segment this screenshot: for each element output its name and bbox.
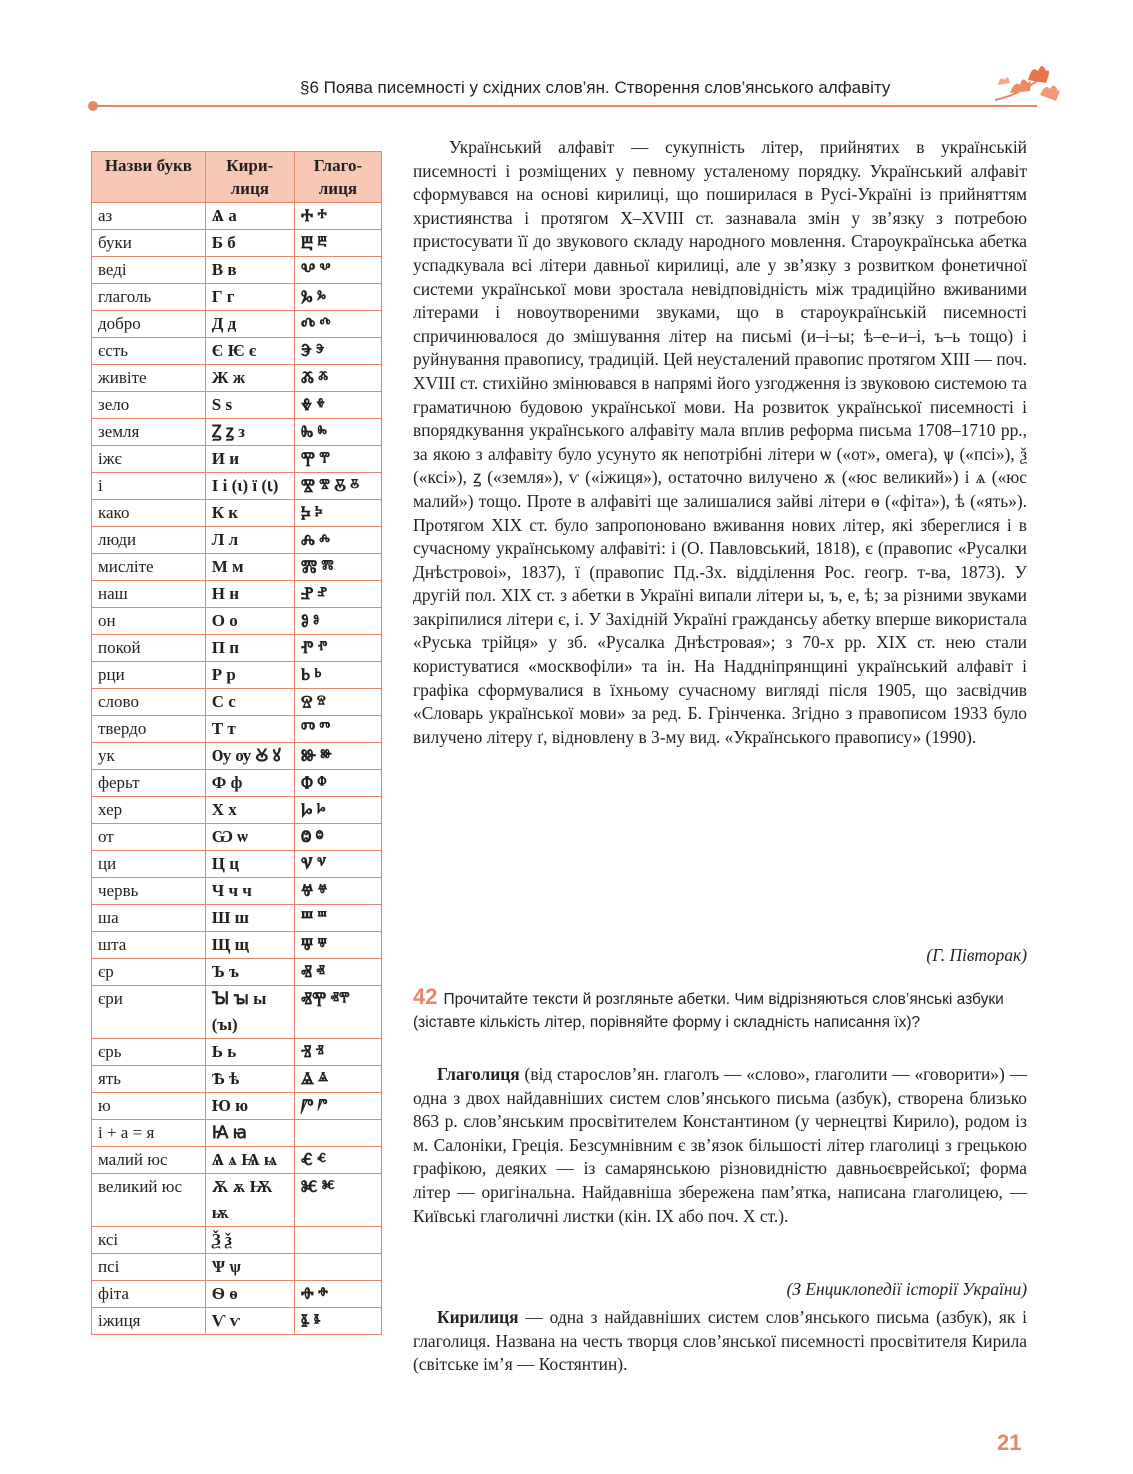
glagolitic-cell: Ⰺ ⰺ Ⰻ ⰻ: [294, 473, 381, 500]
table-row: [92, 203, 382, 230]
glagolitic-cell: Ⱂ ⱂ: [294, 635, 381, 662]
cyrillic-paragraph: [413, 1306, 1027, 1377]
glagolitic-cell: Ⱅ ⱅ: [294, 716, 381, 743]
glagolitic-cell: Ⰸ ⰸ: [294, 419, 381, 446]
table-row: [92, 878, 382, 905]
flower-ornament-icon: [990, 55, 1070, 115]
glagolitic-cell: [294, 1120, 381, 1147]
table-row: [92, 554, 382, 581]
table-row: [92, 527, 382, 554]
letter-name-cell: слово: [92, 689, 206, 716]
exercise-text: Прочитайте тексти й розгляньте абетки. Чим відрізняються слов’янські азбуки (зіставте кількість літер, порівняйте форму і складність написання їх)?: [413, 991, 1004, 1031]
cyrillic-cell: Ч ч ч: [205, 878, 294, 905]
table-row: [92, 797, 382, 824]
cyrillic-cell: Ꙗ ꙗ: [205, 1120, 294, 1147]
table-row: [92, 392, 382, 419]
table-row: [92, 1254, 382, 1281]
glagolitic-cell: Ⰷ ⰷ: [294, 392, 381, 419]
letter-name-cell: єсть: [92, 338, 206, 365]
table-row: [92, 1174, 382, 1227]
cyrillic-cell: Ю ю: [205, 1093, 294, 1120]
cyrillic-cell: Ъ ъ: [205, 959, 294, 986]
cyrillic-cell: Ѹ ѹ Ꙋ ꙋ: [205, 743, 294, 770]
table-row: [92, 1039, 382, 1066]
glagolitic-cell: Ⱇ ⱇ: [294, 770, 381, 797]
glagolitic-paragraph: [413, 1063, 1027, 1228]
letter-name-cell: глаголь: [92, 284, 206, 311]
attribution-encyclopedia: (З Енциклопедії історії України): [786, 1279, 1027, 1299]
table-row: [92, 1308, 382, 1335]
cyrillic-cell: Б б: [205, 230, 294, 257]
letter-name-cell: покой: [92, 635, 206, 662]
glagolitic-cell: Ⰶ ⰶ: [294, 365, 381, 392]
letter-name-cell: ци: [92, 851, 206, 878]
exercise-block: [413, 985, 1027, 1034]
cyrillic-cell: Ꙁ ꙁ з: [205, 419, 294, 446]
table-row: [92, 743, 382, 770]
glagolitic-cell: Ⱏ ⱏ: [294, 959, 381, 986]
cyrillic-cell: Т т: [205, 716, 294, 743]
cyrillic-cell: Ѧ ѧ Ѩ ѩ: [205, 1147, 294, 1174]
cyrillic-cell: Ф ф: [205, 770, 294, 797]
cyrillic-cell: Ѳ ѳ: [205, 1281, 294, 1308]
table-row: [92, 635, 382, 662]
glagolitic-cell: [294, 1254, 381, 1281]
table-row: [92, 257, 382, 284]
letter-name-cell: живіте: [92, 365, 206, 392]
glagolitic-cell: Ⱍ ⱍ: [294, 878, 381, 905]
table-row: [92, 689, 382, 716]
glagolitic-cell: Ⱚ ⱚ: [294, 1281, 381, 1308]
main-paragraph: Український алфавіт — сукупність літер, прийнятих в українській писемності і розміщених у певному усталеному порядку. Український алфавіт сформувався на основі кирилиці, що поширилася в Русі-Україні із прийняттям християнства і протягом X–XVIII ст. зазнавала змін у зв’язку з потребою пристосувати її до звукового складу народного мовлення. Староукраїнська абетка успадкувала всі літери давньої кирилиці, але у зв’язку з розвитком фонетичної системи української мови зростала невідповідність між традиційно вживаними літерами і новоутвореними звуками, що в староукраїнській писемності спричинювалося до змішування літер на письмі (и–і–ы; ѣ–е–и–і, ъ–ь тощо) і руйнування правопису, традицій. Цей неусталений правопис протягом XIII — поч. XVIII ст. стихійно змінювався в напрямі його узгодження із звуковою системою та граматичною будовою української мови. На розвиток української писемності і впорядкування українського алфавіту мала вплив реформа письма 1708–1710 рр., за якою з алфавіту було усунуто як непотрібні літери ѡ («от», омега), ѱ («псі»), ѯ («ксі»), ꙁ («земля»), ѵ («іжиця»), остаточно вилучено ѫ («юс великий») і ѧ («юс малий») тощо. Проте в алфавіті ще залишалися зайві літери ѳ («фіта»), ѣ («ять»). Протягом XIX ст. було запропоновано вживання нових літер, які збереглися і в сучасному українському алфавіті: і (О. Павловський, 1818), є (правопис «Русалки Днѣстровоі», 1837), ї (правопис Пд.-Зх. відділення Рос. геогр. т-ва, 1873). У другій пол. XIX ст. з абетки в Україні випали літери ы, ъ, е, ѣ; за різними звуками закріпилися літери є, і. У Західній Україні граждансьу абетку вперше використала «Руська трійця» у зб. «Русалка Днѣстровая»; з 70-х рр. XIX ст. нею стали користуватися «москвофіли» та ін. На Наддніпрянщині український алфавіт і графіка сформувалися в їхньому сучасному вигляді після 1905, що засвідчив «Словарь української мови» за ред. Б. Грінченка. Згідно з правописом 1933 було вилучено літеру ґ, відновлену в 3-му вид. «Українського правопису» (1990).: [413, 137, 1027, 747]
table-row: [92, 446, 382, 473]
glagolitic-cell: Ⱘ ⱘ: [294, 1174, 381, 1227]
table-row: [92, 1066, 382, 1093]
cyrillic-cell: Ѡ ѡ: [205, 824, 294, 851]
header-glagolitic: Глаго-лиця: [294, 152, 381, 203]
table-header-row: [92, 152, 382, 203]
cyrillic-cell: Ж ж: [205, 365, 294, 392]
letter-name-cell: іжиця: [92, 1308, 206, 1335]
cyrillic-cell: И и: [205, 446, 294, 473]
glagolitic-cell: Ⰰ ⰰ: [294, 203, 381, 230]
glagolitic-cell: Ⰿ ⰿ: [294, 554, 381, 581]
table-row: [92, 662, 382, 689]
cyrillic-cell: Л л: [205, 527, 294, 554]
letter-name-cell: земля: [92, 419, 206, 446]
glagolitic-cell: Ⱃ ⱃ: [294, 662, 381, 689]
glagolitic-cell: Ⰱ ⰱ: [294, 230, 381, 257]
letter-name-cell: аз: [92, 203, 206, 230]
page-number: 21: [997, 1430, 1022, 1455]
table-row: [92, 500, 382, 527]
glagolitic-cell: [294, 1227, 381, 1254]
cyrillic-cell: Х х: [205, 797, 294, 824]
letter-name-cell: хер: [92, 797, 206, 824]
table-row: [92, 932, 382, 959]
cyrillic-cell: М м: [205, 554, 294, 581]
header-names: Назви букв: [92, 152, 206, 203]
table-row: [92, 1093, 382, 1120]
cyrillic-cell: Н н: [205, 581, 294, 608]
letter-name-cell: ша: [92, 905, 206, 932]
table-row: [92, 581, 382, 608]
glagolitic-term: Глаголиця: [437, 1064, 520, 1084]
cyrillic-cell: Щ щ: [205, 932, 294, 959]
alphabet-table: [91, 151, 382, 1335]
cyrillic-cell: Д д: [205, 311, 294, 338]
letter-name-cell: буки: [92, 230, 206, 257]
table-row: [92, 1281, 382, 1308]
cyrillic-cell: Ѱ ѱ: [205, 1254, 294, 1281]
letter-name-cell: како: [92, 500, 206, 527]
letter-name-cell: от: [92, 824, 206, 851]
glagolitic-cell: Ⱔ ⱔ: [294, 1147, 381, 1174]
header-cyrillic: Кири-лиця: [205, 152, 294, 203]
glagolitic-cell: Ⰹ ⰹ: [294, 446, 381, 473]
table-row: [92, 986, 382, 1039]
table-row: [92, 419, 382, 446]
cyrillic-cell: Ѫ ѫ Ѭ ѭ: [205, 1174, 294, 1227]
letter-name-cell: псі: [92, 1254, 206, 1281]
letter-name-cell: шта: [92, 932, 206, 959]
cyrillic-cell: О о: [205, 608, 294, 635]
cyrillic-cell: Ꙑ ꙑ ы (ъı): [205, 986, 294, 1039]
letter-name-cell: рци: [92, 662, 206, 689]
letter-name-cell: ук: [92, 743, 206, 770]
table-row: [92, 311, 382, 338]
letter-name-cell: ферьт: [92, 770, 206, 797]
letter-name-cell: добро: [92, 311, 206, 338]
glagolitic-text: (від старослов’ян. глаголъ — «слово», глаголити — «говорити») — одна з двох найдавніших систем слов’янського письма (азбук), створена близько 863 р. слов’янським просвітителем Константином (у чернецтві Кирило), родом із м. Салоніки, Греція. Безсумнівним є зв’язок більшості літер глаголиці з грецькою графікою, деяких — із самарянською різновидністю давньоєврейської; форма літер — оригінальна. Найдавніша збережена пам’ятка, написана глаголицею, — Київські глаголичні листки (кін. IX або поч. X ст.).: [413, 1064, 1027, 1226]
header-rule: [92, 105, 1037, 107]
cyrillic-text: — одна з найдавніших систем слов’янського письма (азбук), як і глаголиця. Названа на честь творця слов’янської писемності просвітителя Кирила (світське ім’я — Костянтин).: [413, 1307, 1027, 1375]
glagolitic-cell: Ⱛ ⱛ: [294, 1308, 381, 1335]
table-row: [92, 824, 382, 851]
letter-name-cell: єри: [92, 986, 206, 1039]
cyrillic-term: Кирилиця: [437, 1307, 519, 1327]
letter-name-cell: ксі: [92, 1227, 206, 1254]
glagolitic-cell: Ⰽ ⰽ: [294, 500, 381, 527]
letter-name-cell: ять: [92, 1066, 206, 1093]
glagolitic-cell: Ⱈ ⱈ: [294, 797, 381, 824]
glagolitic-cell: Ⱉ ⱉ: [294, 824, 381, 851]
table-row: [92, 905, 382, 932]
table-row: [92, 1227, 382, 1254]
glagolitic-cell: Ⱄ ⱄ: [294, 689, 381, 716]
table-row: [92, 1120, 382, 1147]
cyrillic-cell: Ь ь: [205, 1039, 294, 1066]
glagolitic-cell: Ⰾ ⰾ: [294, 527, 381, 554]
glagolitic-cell: Ⰵ ⰵ: [294, 338, 381, 365]
glagolitic-cell: Ⱌ ⱌ: [294, 851, 381, 878]
glagolitic-cell: ⰟⰉ ⱏⰹ: [294, 986, 381, 1039]
cyrillic-cell: К к: [205, 500, 294, 527]
letter-name-cell: наш: [92, 581, 206, 608]
letter-name-cell: єрь: [92, 1039, 206, 1066]
cyrillic-cell: В в: [205, 257, 294, 284]
cyrillic-cell: Р р: [205, 662, 294, 689]
letter-name-cell: ю: [92, 1093, 206, 1120]
letter-name-cell: єр: [92, 959, 206, 986]
table-row: [92, 716, 382, 743]
letter-name-cell: фіта: [92, 1281, 206, 1308]
letter-name-cell: іжє: [92, 446, 206, 473]
letter-name-cell: люди: [92, 527, 206, 554]
glagolitic-cell: Ⰳ ⰳ: [294, 284, 381, 311]
cyrillic-cell: І і (ι) ї (ꙇ): [205, 473, 294, 500]
letter-name-cell: і: [92, 473, 206, 500]
table-row: [92, 851, 382, 878]
letter-name-cell: он: [92, 608, 206, 635]
letter-name-cell: твердо: [92, 716, 206, 743]
glagolitic-cell: Ⱎ ⱎ: [294, 905, 381, 932]
glagolitic-cell: Ⱐ ⱐ: [294, 1039, 381, 1066]
table-row: [92, 959, 382, 986]
letter-name-cell: зело: [92, 392, 206, 419]
cyrillic-cell: Г г: [205, 284, 294, 311]
table-row: [92, 608, 382, 635]
cyrillic-cell: Ѕ ѕ: [205, 392, 294, 419]
glagolitic-cell: Ⰲ ⰲ: [294, 257, 381, 284]
letter-name-cell: мисліте: [92, 554, 206, 581]
cyrillic-cell: Є Ѥ є: [205, 338, 294, 365]
cyrillic-cell: Ѣ ѣ: [205, 1066, 294, 1093]
cyrillic-cell: С с: [205, 689, 294, 716]
cyrillic-cell: Ш ш: [205, 905, 294, 932]
glagolitic-cell: Ⰴ ⰴ: [294, 311, 381, 338]
letter-name-cell: і + а = я: [92, 1120, 206, 1147]
table-row: [92, 365, 382, 392]
glagolitic-cell: Ⱆ ⱆ: [294, 743, 381, 770]
glagolitic-cell: Ⱋ ⱋ: [294, 932, 381, 959]
attribution-pivtorak: (Г. Півторак): [926, 945, 1027, 965]
cyrillic-cell: Ѧ а: [205, 203, 294, 230]
cyrillic-cell: Ѵ ѵ: [205, 1308, 294, 1335]
section-header: §6 Поява писемності у східних слов’ян. Створення слов’янського алфавіту: [300, 78, 891, 97]
cyrillic-cell: П п: [205, 635, 294, 662]
letter-name-cell: веді: [92, 257, 206, 284]
cyrillic-cell: Ѯ ѯ: [205, 1227, 294, 1254]
table-row: [92, 230, 382, 257]
letter-name-cell: червь: [92, 878, 206, 905]
table-row: [92, 1147, 382, 1174]
table-row: [92, 473, 382, 500]
letter-name-cell: великий юс: [92, 1174, 206, 1227]
cyrillic-cell: Ц ц: [205, 851, 294, 878]
glagolitic-cell: Ⱁ ⱁ: [294, 608, 381, 635]
glagolitic-cell: Ⱀ ⱀ: [294, 581, 381, 608]
glagolitic-cell: Ⱓ ⱓ: [294, 1093, 381, 1120]
glagolitic-cell: Ⱑ ⱑ: [294, 1066, 381, 1093]
table-row: [92, 338, 382, 365]
letter-name-cell: малий юс: [92, 1147, 206, 1174]
exercise-number: 42: [413, 984, 438, 1009]
table-row: [92, 284, 382, 311]
table-row: [92, 770, 382, 797]
